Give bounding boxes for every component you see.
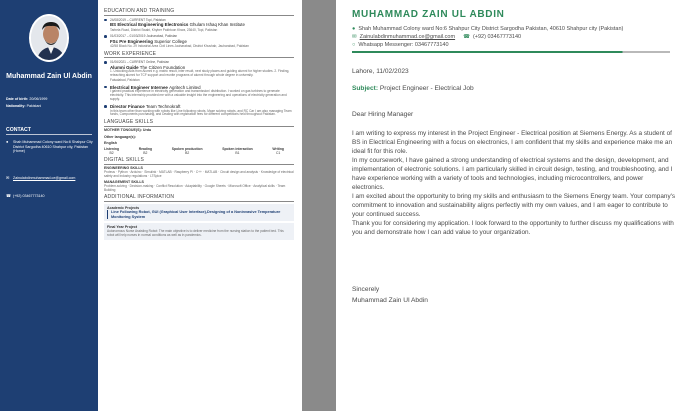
closing: Sincerely: [352, 286, 380, 293]
letter-name: MUHAMMAD ZAIN UL ABDIN: [352, 9, 505, 20]
lang-cell: Reading B2: [138, 147, 153, 156]
contact-phone: [6, 194, 94, 199]
dob-value: 20/06/1999: [29, 97, 48, 101]
letter-header-rule: [352, 51, 670, 53]
education-entry: [104, 18, 294, 32]
work-heading: WORK EXPERIENCE: [104, 52, 294, 59]
profile-photo: [31, 16, 69, 62]
email-icon: ✉: [6, 175, 10, 180]
entry-date: 01/06/2021 – CURRENT Online, Pakistan: [110, 60, 170, 65]
education-entry: [104, 34, 294, 48]
cv-sidebar: [0, 0, 98, 411]
contact-address: [6, 140, 94, 154]
letter-email[interactable]: Zainulabdinmuhammad.ce@gmail.com: [359, 34, 456, 40]
letter-paragraph: I am writing to express my interest in the Project Engineer - Electrical position at Siemens Energy. As a student of BS in Electrical Engineering with a focus on electronics, I am confident that my skills and experience make me an ideal fit for this role.: [352, 130, 673, 155]
phone-icon: ☎: [6, 193, 11, 198]
entry-body: 1. Unlocking Aids from Alumni e.g. matric result, inter result, next study places and guiding alumni for higher studies. 2. Finding, reteaching alumni for TCF support and reunite programs of alumni through whole degree in university.: [110, 69, 290, 78]
nationality-label: Nationality:: [6, 104, 26, 108]
subject-label: Subject:: [352, 85, 379, 92]
entry-date: 24/08/2019 – CURRENT Topi, Pakistan: [110, 17, 166, 22]
letter-phone: (+92) 03467773140: [472, 34, 522, 40]
cv-page: [0, 0, 302, 411]
letter-contact-line: [352, 34, 521, 40]
location-pin-icon: ●: [6, 139, 9, 144]
entry-detail: 42/58 Block No. 29 Industrial Area Civil Lines Jauharabad, District Khushab, Jauharabad, Pakistan: [110, 44, 249, 49]
entry-detail: Tarbela Road, District Swabi, Khyber Pakhtoon Khwa, 23640, Topi, Pakistan: [110, 27, 218, 32]
lang-cell: Listening B2: [104, 147, 120, 156]
letter-body: [352, 129, 676, 237]
letter-paragraph: I am excited about the opportunity to bring my skills and enthusiasm to the Siemens Energy team. Your company's commitment to innovation and sustainability aligns perfectly with my own values, and I am eager to contribute to your continued success.: [352, 193, 676, 218]
cv-main: [104, 9, 294, 240]
language-levels: [104, 147, 294, 155]
eng-skills-label: ENGINEERING SKILLS: [104, 166, 143, 171]
work-entry: [104, 104, 294, 117]
place-date: Lahore, 11/02/2023: [352, 68, 409, 75]
fyp-label: Final Year Project: [107, 225, 138, 230]
additional-heading: ADDITIONAL INFORMATION: [104, 195, 294, 202]
dob-line: [6, 97, 96, 102]
fyp-text: Autonomous Nurse Assisting Robot: The main objective is to deliver medicine from the nursing station to the patient bed. This robot will help nurses in normal conditions as well as in pandemics.: [107, 228, 284, 237]
entry-title: Alumni Guide The Citizen Foundation: [110, 64, 186, 70]
mgmt-skills-label: MANAGEMENT SKILLS: [104, 180, 144, 185]
language-heading: LANGUAGE SKILLS: [104, 120, 294, 127]
mother-tongue: MOTHER TONGUE(S): Urdu: [104, 128, 152, 133]
salutation: Dear Hiring Manager: [352, 111, 414, 118]
lang-cell: Spoken interaction B1: [222, 147, 253, 156]
projects-block: [104, 204, 294, 222]
lang-cell: Spoken production B2: [171, 147, 203, 156]
contact-divider: [6, 134, 92, 135]
subject-line: [352, 85, 474, 92]
entry-body: In this team other than working with robots like Line following robots, Maze solving robots, and RC Car I am also managing Team funds, Components purchasing, and Dealing with registration fees for different competitions held throughout Pakistan.: [110, 108, 292, 117]
letter-whatsapp: Whatsapp Messenger: 03467773140: [358, 42, 449, 48]
location-pin-icon: ●: [352, 26, 356, 32]
other-languages-label: Other language(s):: [104, 134, 136, 139]
nationality-value: Pakistani: [26, 104, 42, 108]
letter-paragraph: Thank you for considering my application. I look forward to the opportunity to further discuss my qualifications with you and demonstrate how I can add value to your organization.: [352, 220, 674, 236]
whatsapp-icon: ○: [352, 42, 356, 48]
entry-date: 01/03/2017 – 01/03/2019 Jauharabad, Pakistan: [110, 34, 178, 39]
entry-title: FSc Pre Engineering Superior College: [110, 38, 187, 44]
email-icon: ✉: [352, 34, 357, 40]
projects-block: [104, 223, 294, 239]
project-item: Line Following Robot, GUI (Graphical User Interface),Designing of a Noninvasive Temperature Monitoring System: [107, 210, 291, 219]
entry-body: I gained practical experience in electricity generation and transmission/ distribution. I worked on gas turbines to generate electricity. This internship provided me with a valuable insight into the engineering and operations of electricity generation and supply.: [110, 89, 287, 101]
signature: Muhammad Zain Ul Abdin: [352, 297, 428, 304]
language-english: English: [104, 140, 117, 145]
phone-text: (+92) 03467773140: [13, 194, 45, 198]
letter-address-line: [352, 26, 623, 32]
address-text: Shah Muhammad Colony ward No:6 Shahpur City District Sargodha 40610 Shahpur city, Pakistan (Home): [13, 140, 93, 154]
letter-whatsapp-line: [352, 42, 449, 48]
nationality-line: [6, 104, 96, 109]
contact-email[interactable]: [6, 176, 94, 181]
entry-title: Electrical Engineer Internee Agritech Limited: [110, 84, 201, 90]
letter-address: Shah Muhammad Colony ward No:6 Shahpur City District Sargodha Pakistan, 40610 Shahpur city (Pakistan): [358, 26, 624, 32]
dob-label: Date of birth:: [6, 97, 29, 101]
digital-heading: DIGITAL SKILLS: [104, 158, 294, 165]
entry-title: Director Finance Team Technokraft: [110, 104, 181, 110]
lang-cell: Writing C1: [272, 147, 284, 156]
letter-page: [336, 0, 680, 411]
education-heading: EDUCATION AND TRAINING: [104, 9, 294, 16]
work-entry: [104, 85, 294, 102]
eng-skills: Proteus · Python · Arduino · Simulink · MATLAB · Raspberry PI · C++ · MATLAB · Circuit design and analysis · Knowledge of electrical safety and industry regulations · LTSpice: [104, 169, 294, 178]
email-link[interactable]: Zainulabdinmuhammad.ce@gmail.com: [13, 176, 76, 180]
mgmt-skills: Problem-solving · Decision-making · Conflict Resolution · Adaptability · Google Sheets · Microsoft Office · Analytical skills · Team Building: [104, 183, 286, 192]
entry-title: BS Electrical Engineering Electronics Ghulam Ishaq Khan Institute: [110, 22, 245, 28]
projects-label: Academic Projects: [107, 205, 140, 210]
entry-place: Faisalabad, Pakistan: [110, 78, 140, 83]
avatar: [29, 14, 69, 62]
letter-paragraph: In my coursework, I have gained a strong understanding of electrical systems and the design, development, and implementation of electronic solutions. I am particularly skilled in circuit design, testing, and troubleshooting, and I have experience working with a variety of tools and technologies, including microcontrollers, and power electronics.: [352, 157, 673, 191]
cv-name: Muhammad Zain Ul Abdin: [6, 73, 92, 80]
subject-value: Project Engineer - Electrical Job: [379, 85, 474, 92]
phone-icon: ☎: [463, 34, 470, 40]
contact-heading: CONTACT: [6, 127, 31, 133]
work-entry: [104, 60, 294, 82]
